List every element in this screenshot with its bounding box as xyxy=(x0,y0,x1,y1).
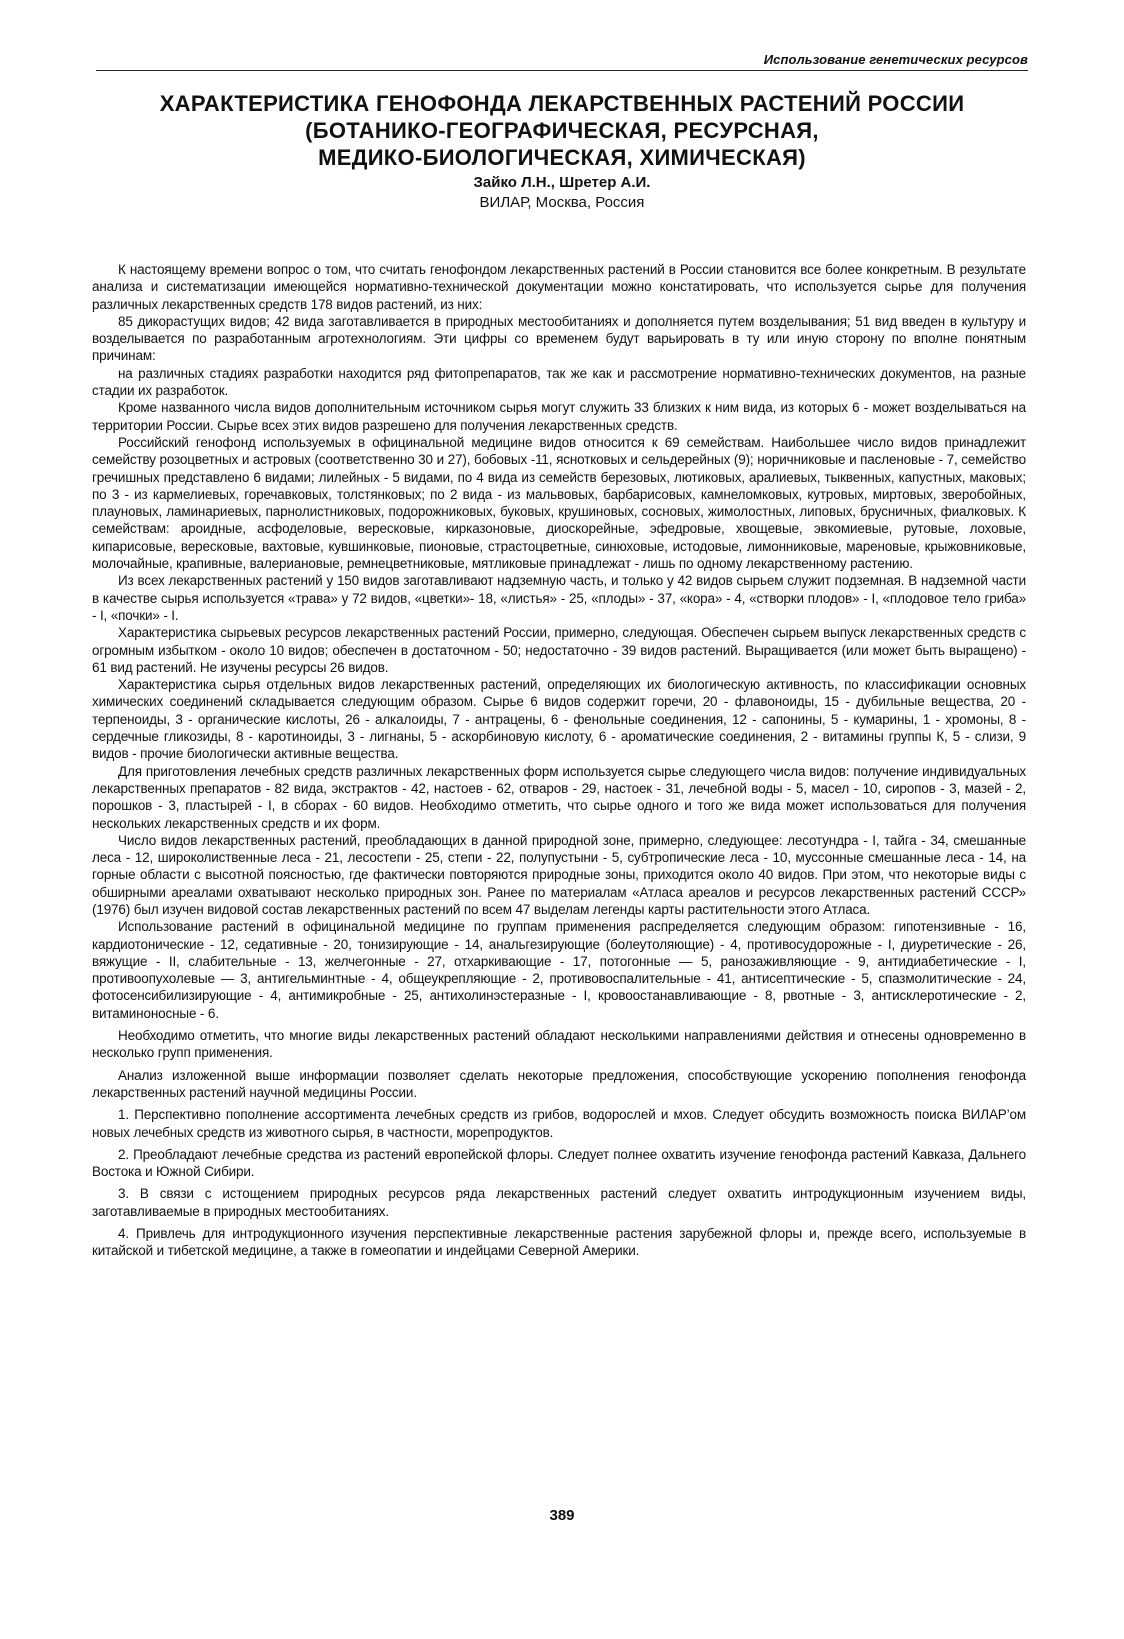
paragraph-dosage-forms: Для приготовления лечебных средств различных лекарственных форм используется сырье следующего числа видов: получение индивидуальных лекарственных препаратов - 82 вида, экстрактов - 42, настоев - 62, отваров - 29, настоек - 31, лечебной воды - 5, масел - 10, сиропов - 3, мазей - 2, порошков - 3, пластырей - I, в сборах - 60 видов. Необходимо отметить, что сырье одного и того же вида может использоваться для получения нескольких лекарственных средств и их форм. xyxy=(92,763,1026,831)
title-line-1: ХАРАКТЕРИСТИКА ГЕНОФОНДА ЛЕКАРСТВЕННЫХ РАСТЕНИЙ РОССИИ xyxy=(159,91,965,116)
paragraph-families: Российский генофонд используемых в официнальной медицине видов относится к 69 семействам. Наибольшее число видов принадлежит семейству розоцветных и астровых (соответственно 30 и 27), бобовых -11, яснотковых и сельдерейных (9); норичниковые и пасленовые - 7, семейство гречишных представлено 6 видами; лилейных - 5 видами, по 4 вида из семейств березовых, лютиковых, аралиевых, тыквенных, капустных, маковых; по 3 - из кармелиевых, горечавковых, толстянковых; по 2 вида - из мальвовых, барбарисовых, камнеломковых, кутровых, миртовых, зверобойных, плауновых, ламинариевых, парнолистниковых, подорожниковых, буковых, крушиновых, сосновых, жимолостных, липовых, брусничных, фиалковых. К семействам: ароидные, асфоделовые, вересковые, кирказоновые, диоскорейные, эфедровые, хвощевые, эвкомиевые, рутовые, лоховые, кипарисовые, вересковые, вахтовые, кувшинковые, пионовые, страстоцветные, синюховые, истодовые, лимонниковые, мареновые, крыжовниковые, молочайные, крапивные, валериановые, ремнецветниковые, мятликовые принадлежат - лишь по одному лекарственному растению. xyxy=(92,434,1026,572)
paragraph-chemistry: Характеристика сырья отдельных видов лекарственных растений, определяющих их биологическую активность, по классификации основных химических соединений складывается следующим образом. Сырье 6 видов содержит горечи, 20 - флавоноиды, 15 - дубильные вещества, 20 - терпеноиды, 3 - органические кислоты, 26 - алкалоиды, 7 - антрацены, 6 - фенольные соединения, 12 - сапонины, 5 - кумарины, 1 - хромоны, 8 - сердечные гликозиды, 8 - каротиноиды, 3 - лигнаны, 5 - аскорбиновую кислоту, 6 - ароматические соединения, 2 - витамины группы К, 5 - слизи, 9 видов - прочие биологически активные вещества. xyxy=(92,677,1026,762)
paragraph-additional-sources: Кроме названного числа видов дополнительным источником сырья могут служить 33 близких к ним вида, из которых 6 - может возделываться на территории России. Сырье всех этих видов разрешено для получения лекарственных средств. xyxy=(92,400,1026,433)
proposal-4: 4. Привлечь для интродукционного изучения перспективные лекарственные растения зарубежной флоры и, прежде всего, используемые в китайской и тибетской медицине, а также в гомеопатии и индейцами Северной Америки. xyxy=(92,1226,1026,1259)
proposal-2: 2. Преобладают лечебные средства из растений европейской флоры. Следует полнее охватить изучение генофонда растений Кавказа, Дальнего Востока и Южной Сибири. xyxy=(92,1146,1026,1180)
authors: Зайко Л.Н., Шретер А.И. xyxy=(473,174,651,191)
article-body xyxy=(92,261,1026,1260)
paragraph-plant-parts: Из всех лекарственных растений у 150 видов заготавливают надземную часть, и только у 42 видов сырьем служит подземная. В надземной части в качестве сырья используется «трава» у 72 видов, «цветки»- 18, «листья» - 25, «плоды» - 37, «кора» - 4, «створки плодов» - I, «плодовое тело гриба» - I, «почки» - I. xyxy=(92,573,1026,623)
page-number: 389 xyxy=(549,1507,575,1524)
header-rule xyxy=(96,70,1028,71)
proposal-3: 3. В связи с истощением природных ресурсов ряда лекарственных растений следует охватить интродукционным изучением виды, заготавливаемые в природных местообитаниях. xyxy=(92,1186,1026,1219)
paragraph-stages: на различных стадиях разработки находится ряд фитопрепаратов, так же как и рассмотрение нормативно-технических документов, на разные стадии их разработок. xyxy=(92,365,1026,399)
paragraph-species-counts: 85 дикорастущих видов; 42 вида заготавливается в природных местообитаниях и дополняется путем возделывания; 51 вид введен в культуру и возделывается по разработанным агротехнологиям. Эти цифры со временем будут варьировать в ту или иную сторону по вполне понятным причинам: xyxy=(92,313,1026,364)
paragraph-natural-zones: Число видов лекарственных растений, преобладающих в данной природной зоне, примерно, следующее: лесотундра - I, тайга - 34, смешанные леса - 12, широколиственные леса - 21, лесостепи - 25, степи - 22, полупустыни - 5, субтропические леса - 10, муссонные смешанные леса - 14, на горные области с высотной поясностью, где фактически повторяются природные зоны, приходится около 40 видов. При этом, что некоторые виды с обширными ареалами охватывают несколько природных зон. Ранее по материалам «Атласа ареалов и ресурсов лекарственных растений СССР» (1976) был изучен видовой состав лекарственных растений по всем 47 выделам легенды карты растительности этого Атласа. xyxy=(92,832,1026,917)
paragraph-application-groups: Использование растений в официнальной медицине по группам применения распределяется следующим образом: гипотензивные - 16, кардиотонические - 12, седативные - 20, тонизирующие - 14, анальгезирующие (болеутоляющие) - 4, противосудорожные - I, диуретические - 26, вяжущие - II, слабительные - 13, желчегонные - 27, отхаркивающие - 17, потогонные — 5, ранозаживляющие - 9, антидиабетические - I, противоопухолевые — 3, антигельминтные - 4, общеукрепляющие - 2, противовоспалительные - 41, антисептические - 5, спазмолитические - 24, фотосенсибилизирующие - 4, антимикробные - 25, антихолинэстеразные - I, кровоостанавливающие - 8, рвотные - 3, антисклеротические - 2, витаминоносные - 6. xyxy=(92,919,1026,1021)
title-block xyxy=(100,90,1024,213)
paragraph-intro: К настоящему времени вопрос о том, что считать генофондом лекарственных растений в России становится все более конкретным. В результате анализа и систематизации имеющейся нормативно-технической документации можно констатировать, что используется сырье для получения различных лекарственных средств 178 видов растений, из них: xyxy=(92,262,1026,312)
running-head: Использование генетических ресурсов xyxy=(763,52,1028,67)
title-line-3: МЕДИКО-БИОЛОГИЧЕСКАЯ, ХИМИЧЕСКАЯ) xyxy=(318,145,806,170)
paragraph-resources: Характеристика сырьевых ресурсов лекарственных растений России, примерно, следующая. Обеспечен сырьем выпуск лекарственных средств с огромным избытком - около 10 видов; обеспечен в достаточном - 50; недостаточно - 39 видов растений. Выращивается (или может быть выращено) - 61 вид растений. Не изучены ресурсы 26 видов. xyxy=(92,625,1026,675)
paragraph-analysis: Анализ изложенной выше информации позволяет сделать некоторые предложения, способствующие ускорению пополнения генофонда лекарственных растений научной медицины России. xyxy=(92,1067,1026,1100)
paragraph-multiple-actions: Необходимо отметить, что многие виды лекарственных растений обладают несколькими направлениями действия и отнесены одновременно в несколько групп применения. xyxy=(92,1028,1026,1061)
proposal-1: 1. Перспективно пополнение ассортимента лечебных средств из грибов, водорослей и мхов. Следует обсудить возможность поиска ВИЛАР’ом новых лечебных средств из животного сырья, в частности, морепродуктов. xyxy=(92,1107,1026,1140)
affiliation: ВИЛАР, Москва, Россия xyxy=(479,194,645,211)
title-line-2: (БОТАНИКО-ГЕОГРАФИЧЕСКАЯ, РЕСУРСНАЯ, xyxy=(305,118,819,143)
